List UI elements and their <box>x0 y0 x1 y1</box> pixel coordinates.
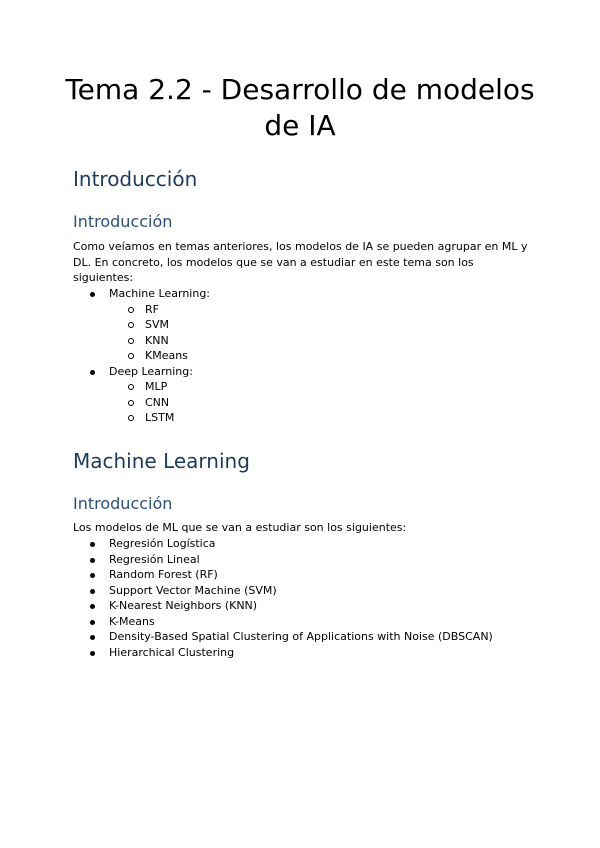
circle-bullet-icon <box>128 384 134 390</box>
list-item-label: SVM <box>145 318 169 331</box>
list-item <box>109 379 210 395</box>
bullet-icon <box>90 573 95 578</box>
subsection-heading-introduccion: Introducción <box>73 212 173 231</box>
list-item <box>109 395 210 411</box>
model-groups-list <box>73 286 210 426</box>
circle-bullet-icon <box>128 353 134 359</box>
section-heading-machine-learning: Machine Learning <box>73 449 250 473</box>
list-item-label: Regresión Logística <box>109 537 216 550</box>
list-item-label: Hierarchical Clustering <box>109 645 235 659</box>
group-label: Deep Learning: <box>109 364 193 378</box>
list-item <box>73 645 493 661</box>
list-item <box>73 629 493 645</box>
list-item-label: Random Forest (RF) <box>109 568 218 581</box>
bullet-icon <box>90 604 95 609</box>
list-item-label: K-Means <box>109 614 155 628</box>
list-item-label: KMeans <box>145 349 188 362</box>
ml-intro-paragraph: Los modelos de ML que se van a estudiar son los siguientes: <box>73 521 407 534</box>
list-item <box>109 348 210 364</box>
list-item <box>73 567 493 583</box>
list-item-label: CNN <box>145 395 170 409</box>
subsection-heading-ml-introduccion: Introducción <box>73 494 173 513</box>
list-item-label: K-Nearest Neighbors (KNN) <box>109 599 258 612</box>
list-item-label: RF <box>145 302 159 316</box>
list-item <box>73 614 493 630</box>
list-item-label: Support Vector Machine (SVM) <box>109 583 277 597</box>
circle-bullet-icon <box>128 322 134 328</box>
list-item <box>73 583 493 599</box>
document-title: Tema 2.2 - Desarrollo de modelos de IA <box>65 73 535 142</box>
list-item <box>73 536 493 552</box>
bullet-icon <box>90 651 95 656</box>
list-item <box>109 302 210 318</box>
bullet-icon <box>90 635 95 640</box>
section-heading-introduccion: Introducción <box>73 167 198 191</box>
circle-bullet-icon <box>128 415 134 421</box>
bullet-icon <box>90 589 95 594</box>
list-item <box>109 333 210 349</box>
group-label: Machine Learning: <box>109 287 211 300</box>
list-item-label: LSTM <box>145 411 175 424</box>
list-item-machine-learning <box>73 286 210 364</box>
list-item <box>73 552 493 568</box>
intro-paragraph: Como veíamos en temas anteriores, los modelos de IA se pueden agrupar en ML y DL. En concreto, los modelos que se van a estudiar en este tema son los siguientes: <box>73 240 528 284</box>
bullet-icon <box>90 620 95 625</box>
bullet-icon <box>90 292 95 297</box>
list-item <box>109 410 210 426</box>
list-item-label: MLP <box>145 380 168 393</box>
bullet-icon <box>90 542 95 547</box>
bullet-icon <box>90 558 95 563</box>
ml-models-sublist <box>109 302 210 364</box>
list-item <box>109 317 210 333</box>
list-item-label: Density-Based Spatial Clustering of Applications with Noise (DBSCAN) <box>109 630 493 643</box>
dl-models-sublist <box>109 379 210 426</box>
list-item-deep-learning <box>73 364 210 426</box>
circle-bullet-icon <box>128 307 134 313</box>
list-item <box>73 598 493 614</box>
ml-models-list <box>73 536 493 660</box>
bullet-icon <box>90 370 95 375</box>
circle-bullet-icon <box>128 338 134 344</box>
circle-bullet-icon <box>128 400 134 406</box>
list-item-label: Regresión Lineal <box>109 552 200 566</box>
list-item-label: KNN <box>145 333 169 347</box>
